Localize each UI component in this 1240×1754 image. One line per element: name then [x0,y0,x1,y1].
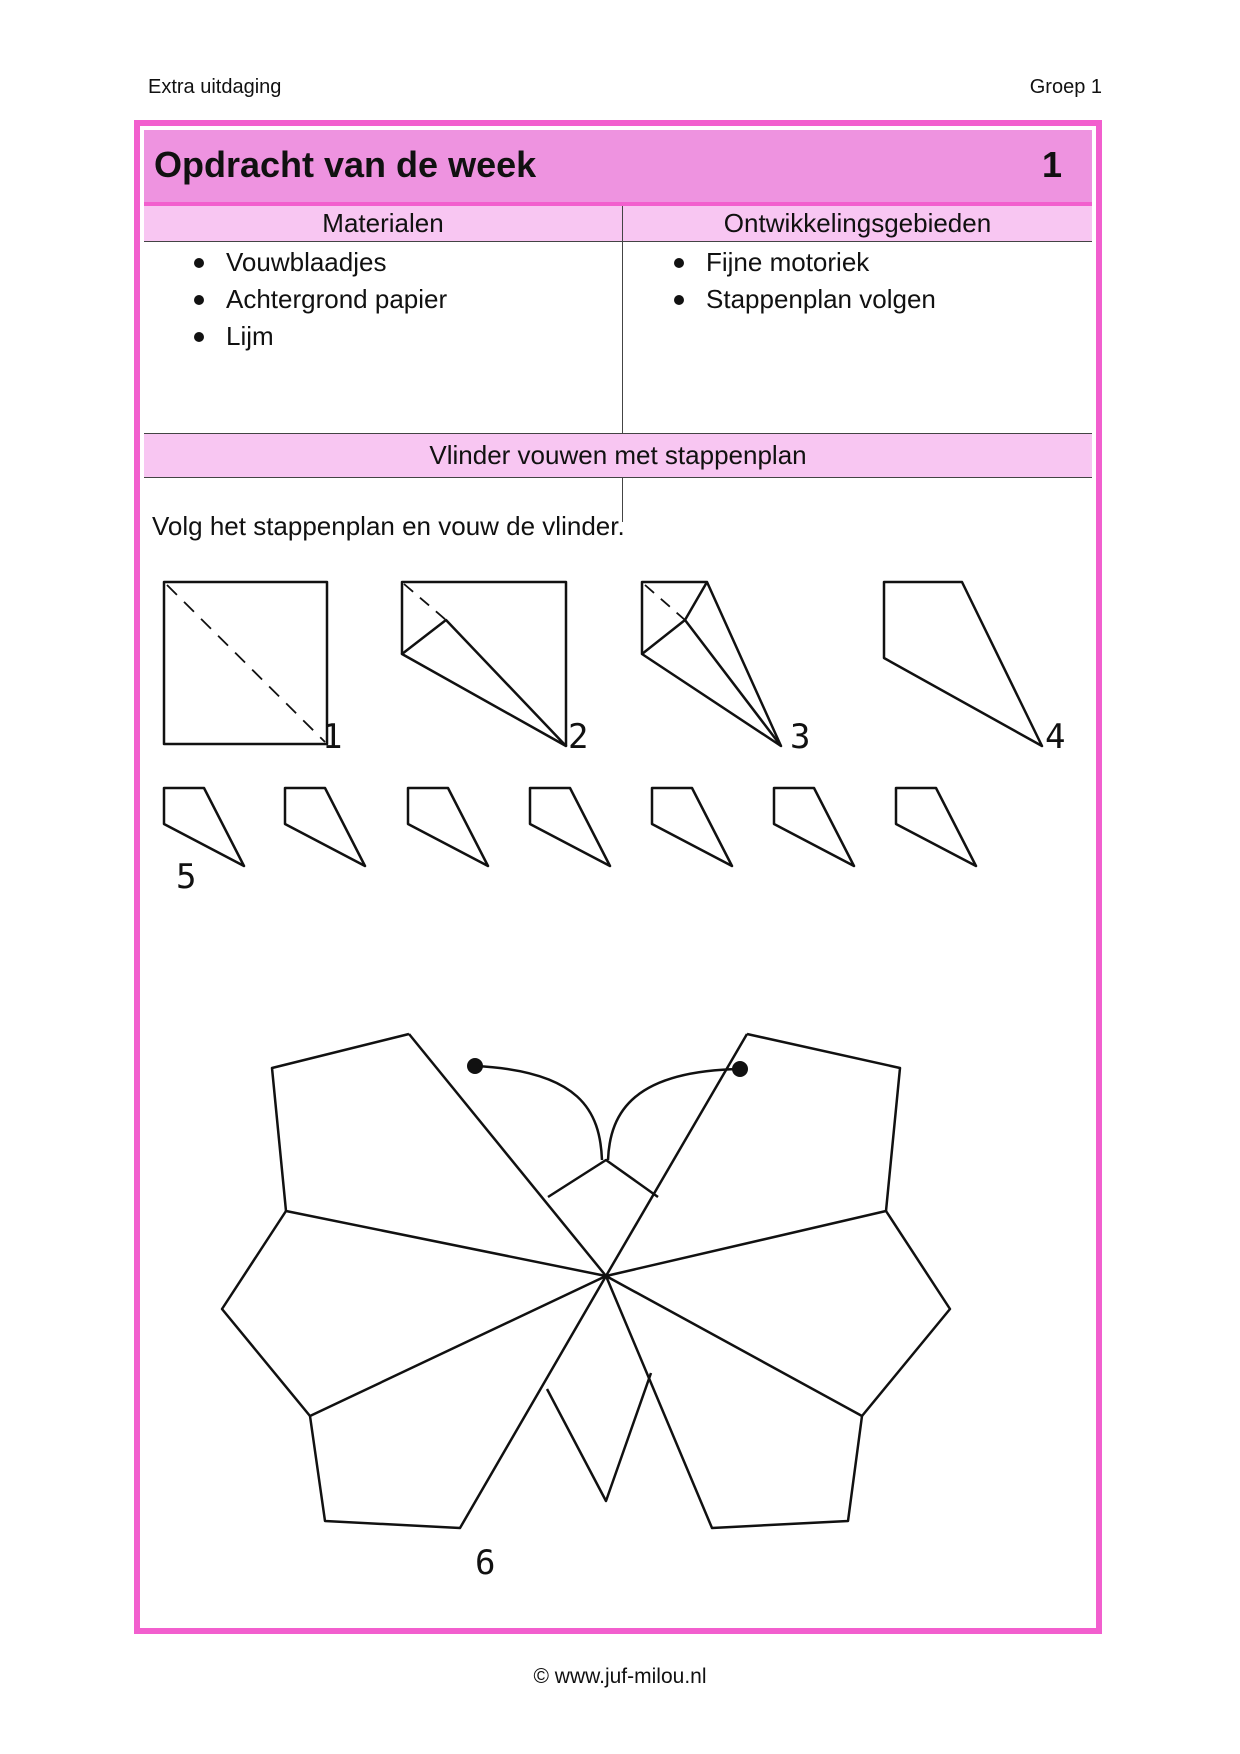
step-label: 5 [176,857,197,897]
step-label: 6 [475,1543,496,1583]
materials-item: Achtergrond papier [144,281,447,318]
butterfly-antenna-tip [732,1061,748,1077]
development-item: Fijne motoriek [624,244,936,281]
materials-heading: Materialen [144,206,623,242]
development-heading: Ontwikkelingsgebieden [623,206,1092,242]
step-3-figure [642,582,781,746]
assignment-card [134,120,1102,1634]
instruction-text: Volg het stappenplan en vouw de vlinder. [152,511,625,541]
butterfly-figure [222,1034,950,1528]
butterfly-antenna-tip [467,1058,483,1074]
step-5-figures [164,788,976,866]
header-left-label: Extra uitdaging [148,76,282,98]
step-label: 3 [790,717,811,757]
step-label: 4 [1045,717,1066,757]
step-4-figure [884,582,1042,746]
step-label: 2 [568,717,589,757]
week-number: 1 [1041,144,1062,185]
section-title: Vlinder vouwen met stappenplan [144,433,1092,478]
materials-item: Vouwblaadjes [144,244,447,281]
step-2-figure [402,582,566,746]
header-right-label: Groep 1 [1029,76,1102,98]
development-item: Stappenplan volgen [624,281,936,318]
footer-credit: © www.juf-milou.nl [533,1665,707,1688]
materials-item: Lijm [144,318,447,355]
card-title: Opdracht van de week [154,144,537,185]
step-label: 1 [322,717,343,757]
folding-diagram [140,126,1096,1628]
step-1-figure [164,582,327,744]
